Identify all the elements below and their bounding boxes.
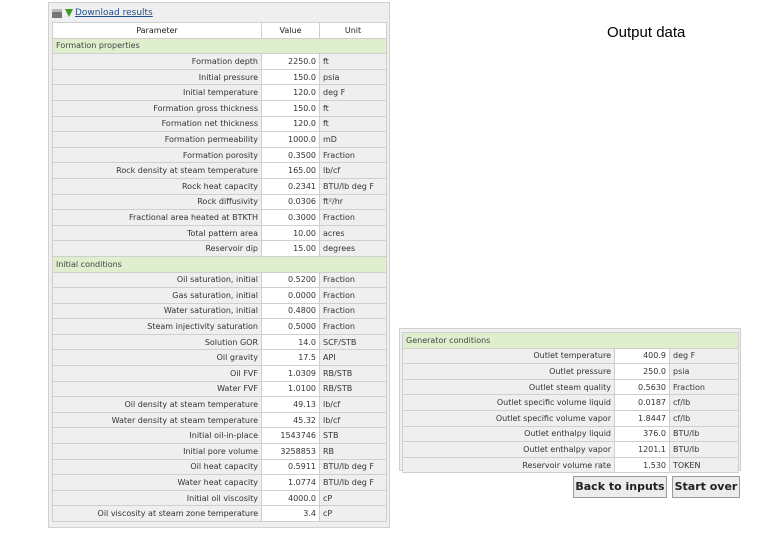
parameter-cell: Rock density at steam temperature: [53, 163, 262, 179]
unit-cell: Fraction: [320, 272, 387, 288]
table-row: [53, 210, 387, 226]
parameter-cell: Solution GOR: [53, 334, 262, 350]
table-row: [53, 397, 387, 413]
download-bar[interactable]: [52, 5, 153, 21]
unit-cell: ft: [320, 116, 387, 132]
unit-cell: RB: [320, 444, 387, 460]
unit-cell: Fraction: [320, 319, 387, 335]
parameter-cell: Water density at steam temperature: [53, 412, 262, 428]
table-row: [53, 366, 387, 382]
download-arrow-icon[interactable]: [65, 9, 73, 17]
value-cell: 0.0000: [262, 288, 320, 304]
section-title: Initial conditions: [53, 256, 387, 272]
unit-cell: API: [320, 350, 387, 366]
results-table: [52, 22, 387, 522]
table-row: [53, 163, 387, 179]
table-row: [53, 147, 387, 163]
table-row: [53, 444, 387, 460]
unit-cell: BTU/lb deg F: [320, 475, 387, 491]
table-row: [403, 426, 739, 442]
value-cell: 1000.0: [262, 132, 320, 148]
parameter-cell: Oil FVF: [53, 366, 262, 382]
unit-cell: Fraction: [320, 303, 387, 319]
unit-cell: cP: [320, 506, 387, 522]
table-row: [403, 410, 739, 426]
parameter-cell: Initial oil-in-place: [53, 428, 262, 444]
parameter-cell: Outlet steam quality: [403, 379, 615, 395]
unit-cell: BTU/lb: [670, 442, 739, 458]
table-row: [403, 442, 739, 458]
value-cell: 0.5200: [262, 272, 320, 288]
value-cell: 1201.1: [615, 442, 670, 458]
unit-cell: psia: [320, 69, 387, 85]
value-cell: 0.4800: [262, 303, 320, 319]
unit-cell: Fraction: [670, 379, 739, 395]
generator-panel: [399, 328, 741, 471]
table-row: [403, 379, 739, 395]
table-row: [53, 132, 387, 148]
value-cell: 0.5000: [262, 319, 320, 335]
table-row: [403, 364, 739, 380]
table-row: [53, 116, 387, 132]
table-row: [53, 334, 387, 350]
unit-cell: acres: [320, 225, 387, 241]
unit-cell: BTU/lb deg F: [320, 459, 387, 475]
parameter-cell: Gas saturation, initial: [53, 288, 262, 304]
value-cell: 120.0: [262, 85, 320, 101]
table-header-row: [53, 23, 387, 39]
table-row: [53, 319, 387, 335]
value-cell: 0.0306: [262, 194, 320, 210]
table-row: [53, 241, 387, 257]
value-cell: 0.2341: [262, 178, 320, 194]
parameter-cell: Formation depth: [53, 54, 262, 70]
parameter-cell: Initial pore volume: [53, 444, 262, 460]
value-cell: 0.3500: [262, 147, 320, 163]
value-cell: 165.00: [262, 163, 320, 179]
parameter-cell: Reservoir dip: [53, 241, 262, 257]
value-cell: 250.0: [615, 364, 670, 380]
unit-cell: Fraction: [320, 147, 387, 163]
value-cell: 150.0: [262, 69, 320, 85]
unit-cell: STB: [320, 428, 387, 444]
parameter-cell: Rock heat capacity: [53, 178, 262, 194]
parameter-cell: Oil viscosity at steam zone temperature: [53, 506, 262, 522]
unit-cell: psia: [670, 364, 739, 380]
unit-cell: lb/cf: [320, 163, 387, 179]
table-row: [53, 69, 387, 85]
unit-cell: BTU/lb deg F: [320, 178, 387, 194]
unit-cell: lb/cf: [320, 412, 387, 428]
table-row: [53, 412, 387, 428]
parameter-cell: Initial pressure: [53, 69, 262, 85]
parameter-cell: Formation permeability: [53, 132, 262, 148]
table-row: [53, 225, 387, 241]
parameter-cell: Rock diffusivity: [53, 194, 262, 210]
parameter-cell: Oil gravity: [53, 350, 262, 366]
value-cell: 376.0: [615, 426, 670, 442]
table-row: [53, 100, 387, 116]
parameter-cell: Formation net thickness: [53, 116, 262, 132]
value-cell: 0.3000: [262, 210, 320, 226]
parameter-cell: Oil saturation, initial: [53, 272, 262, 288]
generator-table: [402, 332, 739, 473]
table-row: [53, 350, 387, 366]
value-cell: 14.0: [262, 334, 320, 350]
parameter-cell: Outlet pressure: [403, 364, 615, 380]
value-cell: 1.8447: [615, 410, 670, 426]
value-cell: 49.13: [262, 397, 320, 413]
parameter-cell: Water FVF: [53, 381, 262, 397]
parameter-cell: Fractional area heated at BTKTH: [53, 210, 262, 226]
value-cell: 1.0100: [262, 381, 320, 397]
table-row: [53, 272, 387, 288]
value-cell: 4000.0: [262, 490, 320, 506]
parameter-cell: Outlet enthalpy vapor: [403, 442, 615, 458]
parameter-cell: Water heat capacity: [53, 475, 262, 491]
parameter-cell: Oil density at steam temperature: [53, 397, 262, 413]
table-row: [53, 490, 387, 506]
unit-cell: ft: [320, 100, 387, 116]
table-row: [53, 54, 387, 70]
parameter-cell: Initial oil viscosity: [53, 490, 262, 506]
table-row: [53, 303, 387, 319]
value-cell: 15.00: [262, 241, 320, 257]
parameter-cell: Reservoir volume rate: [403, 457, 615, 473]
parameter-cell: Outlet specific volume liquid: [403, 395, 615, 411]
value-cell: 0.0187: [615, 395, 670, 411]
unit-cell: ft: [320, 54, 387, 70]
unit-cell: lb/cf: [320, 397, 387, 413]
parameter-cell: Outlet enthalpy liquid: [403, 426, 615, 442]
unit-cell: cf/lb: [670, 395, 739, 411]
unit-cell: cf/lb: [670, 410, 739, 426]
start-over-button[interactable]: Start over: [672, 476, 740, 498]
column-header-value: Value: [262, 23, 320, 39]
unit-cell: mD: [320, 132, 387, 148]
parameter-cell: Outlet temperature: [403, 348, 615, 364]
section-header-row: [53, 256, 387, 272]
unit-cell: degrees: [320, 241, 387, 257]
value-cell: 1.0309: [262, 366, 320, 382]
output-data-title: Output data: [607, 24, 686, 41]
value-cell: 150.0: [262, 100, 320, 116]
printer-icon[interactable]: [52, 9, 62, 18]
parameter-cell: Outlet specific volume vapor: [403, 410, 615, 426]
value-cell: 3.4: [262, 506, 320, 522]
table-row: [53, 381, 387, 397]
back-to-inputs-button[interactable]: Back to inputs: [573, 476, 667, 498]
unit-cell: ft²/hr: [320, 194, 387, 210]
value-cell: 1.530: [615, 457, 670, 473]
unit-cell: RB/STB: [320, 366, 387, 382]
value-cell: 1.0774: [262, 475, 320, 491]
unit-cell: SCF/STB: [320, 334, 387, 350]
section-header-row: [403, 333, 739, 349]
column-header-parameter: Parameter: [53, 23, 262, 39]
section-header-row: [53, 38, 387, 54]
parameter-cell: Water saturation, initial: [53, 303, 262, 319]
results-panel: [48, 2, 390, 528]
value-cell: 400.9: [615, 348, 670, 364]
parameter-cell: Formation gross thickness: [53, 100, 262, 116]
value-cell: 1543746: [262, 428, 320, 444]
table-row: [403, 457, 739, 473]
table-row: [53, 475, 387, 491]
value-cell: 17.5: [262, 350, 320, 366]
table-row: [53, 506, 387, 522]
value-cell: 10.00: [262, 225, 320, 241]
table-row: [403, 348, 739, 364]
download-results-link[interactable]: Download results: [75, 8, 153, 18]
unit-cell: Fraction: [320, 288, 387, 304]
table-row: [53, 178, 387, 194]
value-cell: 120.0: [262, 116, 320, 132]
value-cell: 3258853: [262, 444, 320, 460]
value-cell: 2250.0: [262, 54, 320, 70]
value-cell: 0.5911: [262, 459, 320, 475]
value-cell: 45.32: [262, 412, 320, 428]
section-title: Generator conditions: [403, 333, 739, 349]
unit-cell: deg F: [670, 348, 739, 364]
unit-cell: TOKEN: [670, 457, 739, 473]
unit-cell: deg F: [320, 85, 387, 101]
parameter-cell: Initial temperature: [53, 85, 262, 101]
section-title: Formation properties: [53, 38, 387, 54]
parameter-cell: Total pattern area: [53, 225, 262, 241]
table-row: [53, 85, 387, 101]
parameter-cell: Oil heat capacity: [53, 459, 262, 475]
value-cell: 0.5630: [615, 379, 670, 395]
table-row: [53, 428, 387, 444]
unit-cell: cP: [320, 490, 387, 506]
column-header-unit: Unit: [320, 23, 387, 39]
table-row: [403, 395, 739, 411]
table-row: [53, 194, 387, 210]
unit-cell: BTU/lb: [670, 426, 739, 442]
table-row: [53, 288, 387, 304]
unit-cell: Fraction: [320, 210, 387, 226]
parameter-cell: Formation porosity: [53, 147, 262, 163]
unit-cell: RB/STB: [320, 381, 387, 397]
parameter-cell: Steam injectivity saturation: [53, 319, 262, 335]
table-row: [53, 459, 387, 475]
